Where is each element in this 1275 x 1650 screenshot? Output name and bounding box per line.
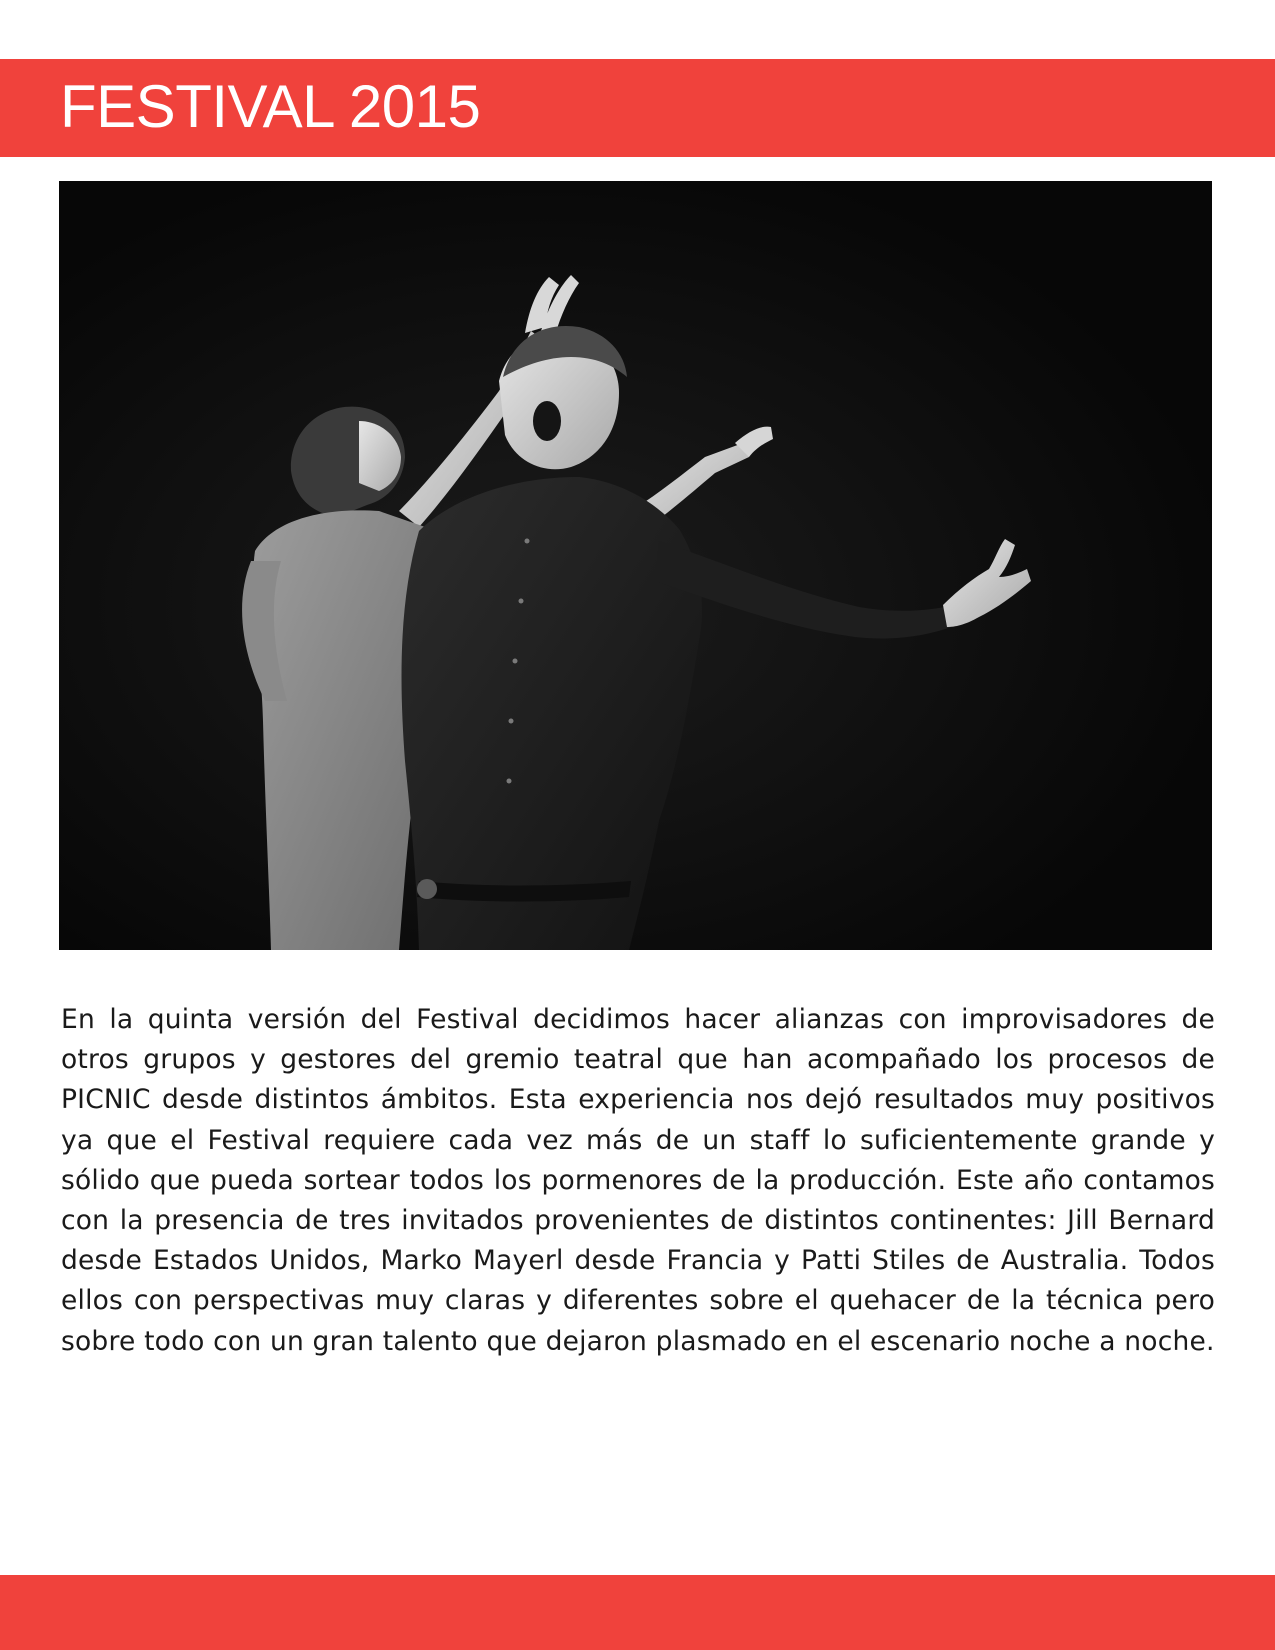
open-mouth bbox=[533, 401, 561, 441]
stage-photo bbox=[59, 181, 1212, 950]
header-band bbox=[0, 59, 1275, 157]
footer-band bbox=[0, 1575, 1275, 1650]
stage-photo-illustration bbox=[59, 181, 1212, 950]
page-title: FESTIVAL 2015 bbox=[60, 73, 481, 140]
festival-description: En la quinta versión del Festival decidimos hacer alianzas con improvisadores de otros grupos y gestores del gremio teatral que han acompañado los procesos de PICNIC desde distintos ámbitos. Esta experiencia nos dejó resultados muy positivos ya que el Festival requiere cada vez más de un staff lo suficientemente grande y sólido que pueda sortear todos los pormenores de la producción. Este año contamos con la presencia de tres invitados provenientes de distintos continentes: Jill Bernard desde Estados Unidos, Marko Mayerl desde Francia y Patti Stiles de Australia. Todos ellos con perspectivas muy claras y diferentes sobre el quehacer de la técnica pero sobre todo con un gran talento que dejaron plasmado en el escenario noche a noche. bbox=[61, 1004, 1215, 1357]
